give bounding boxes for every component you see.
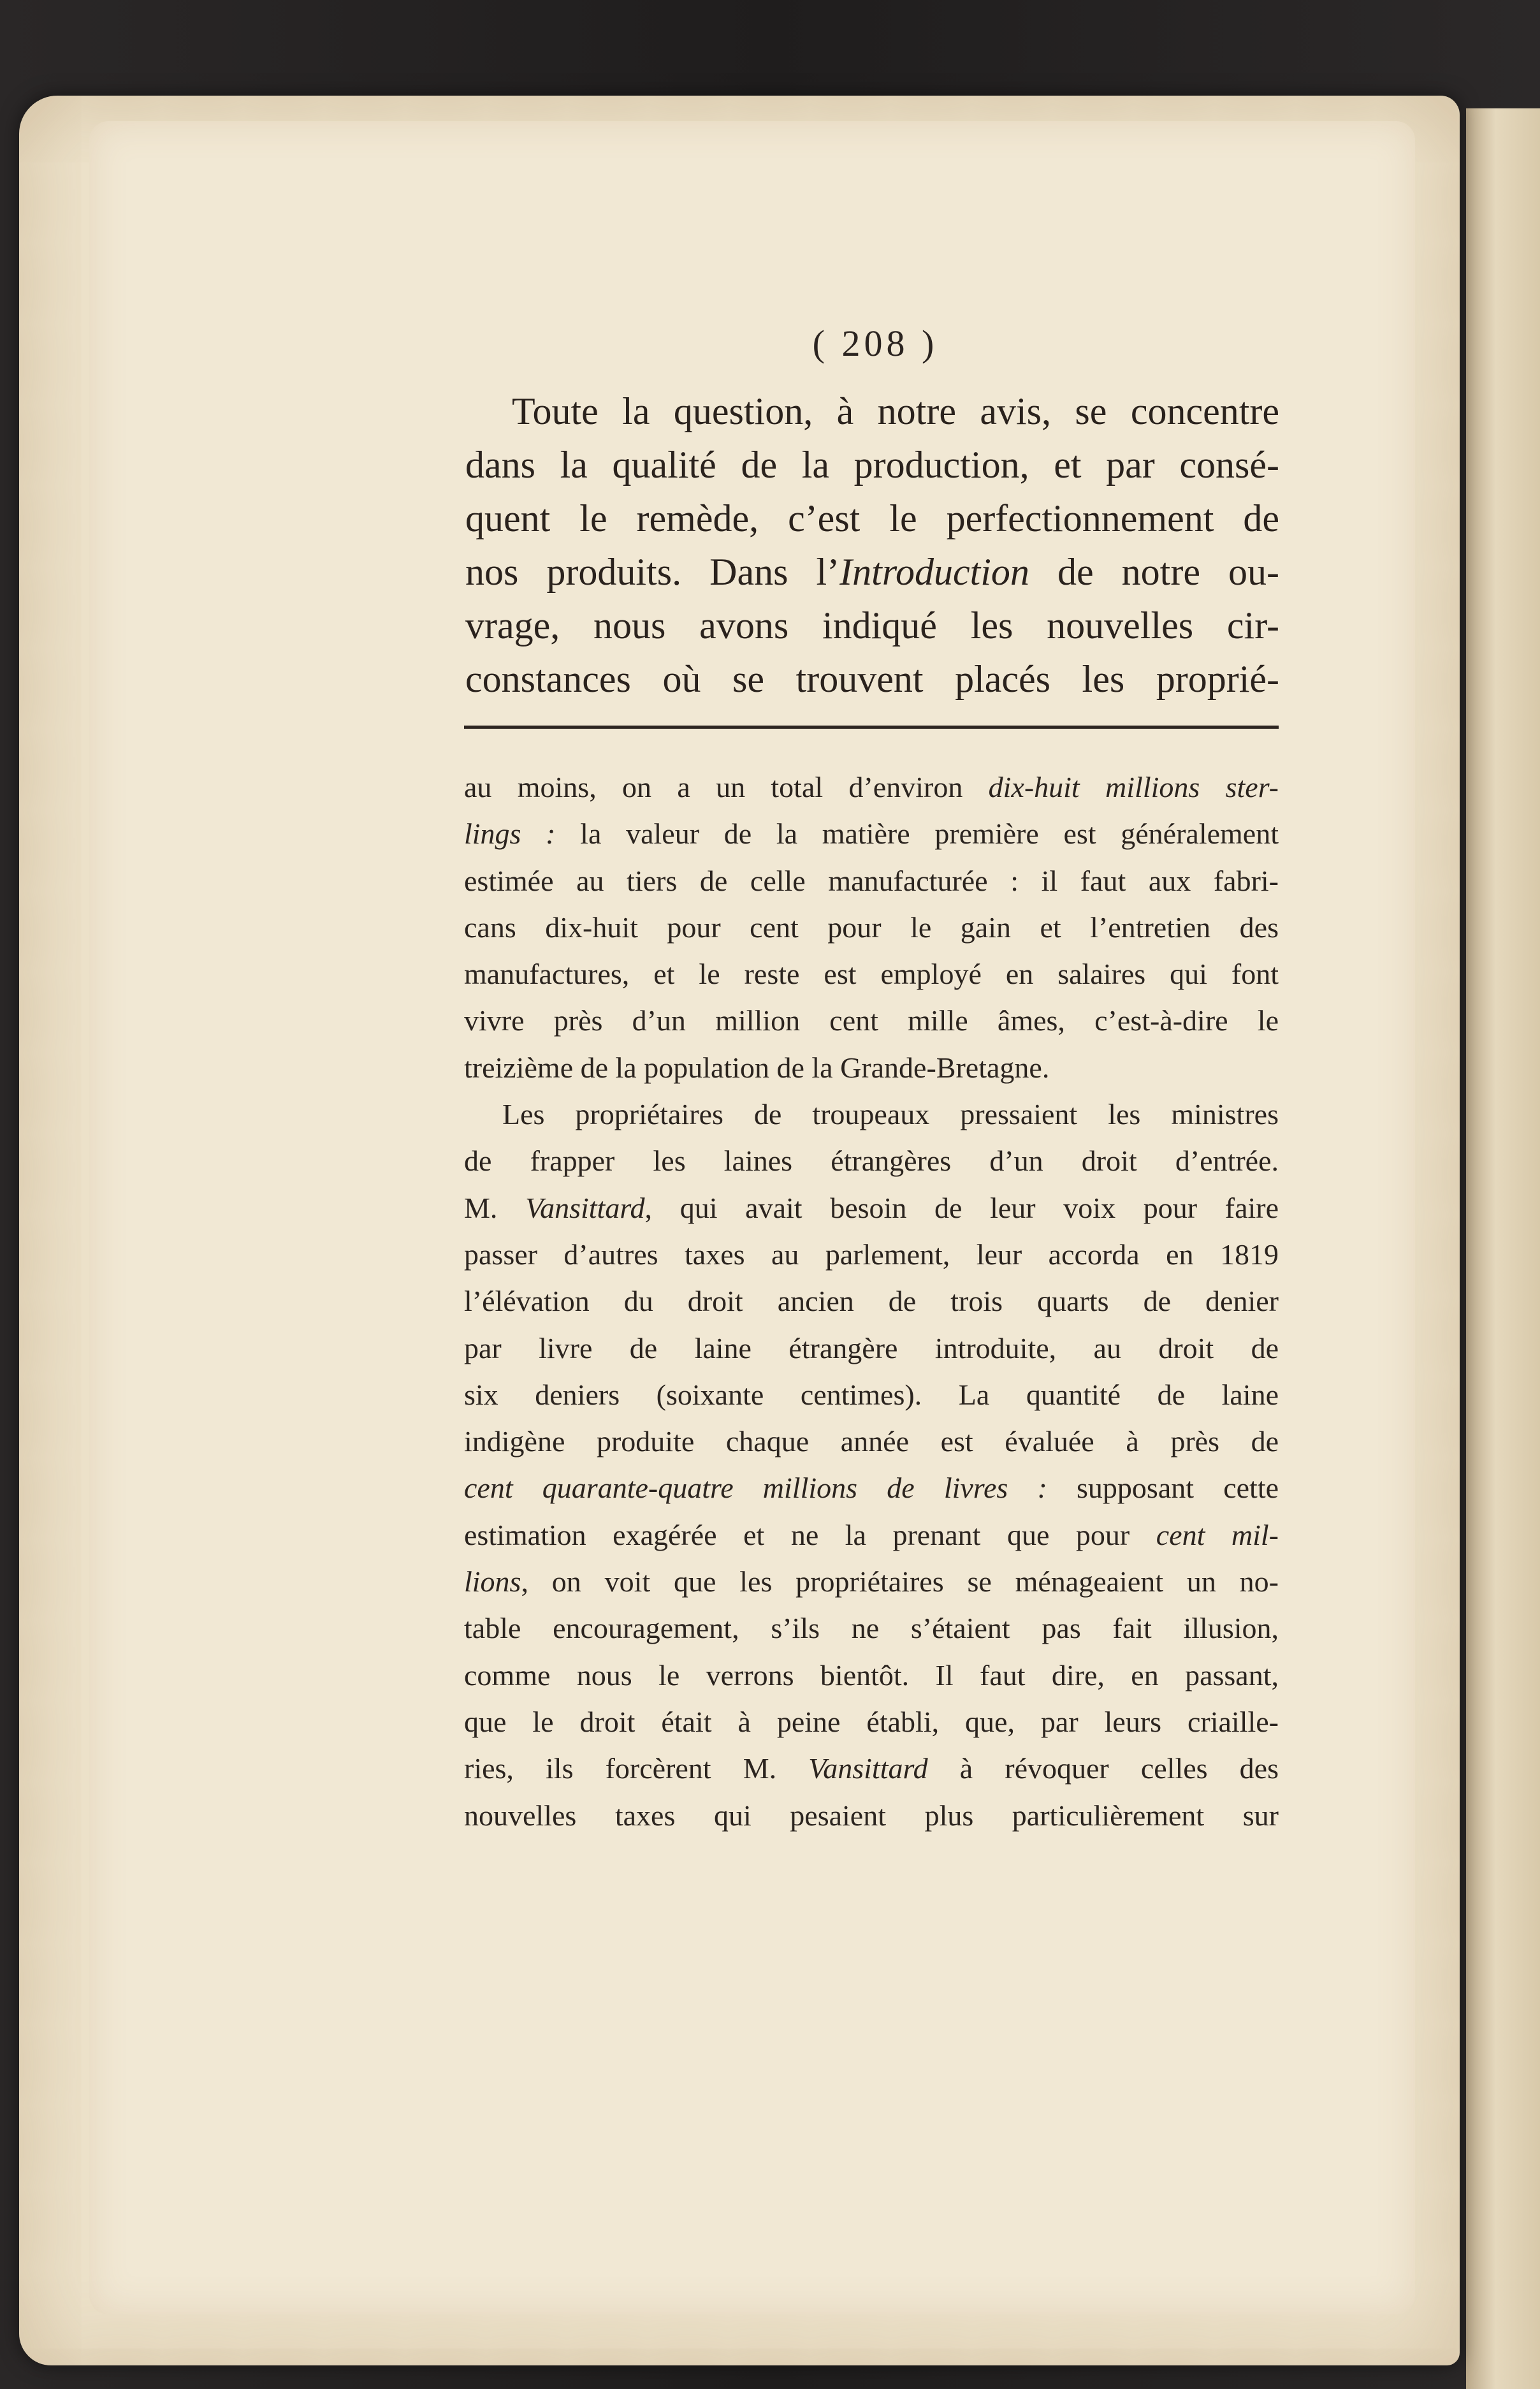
text-run: , qui avait besoin de leur voix pour faire [644, 1191, 1279, 1224]
text-run: vrage, nous avons indiqué les nouvelles cir- [465, 604, 1279, 647]
footnote-line [464, 1652, 1279, 1699]
footnote-line [464, 1325, 1279, 1371]
footnote-line [464, 1465, 1279, 1511]
footnote-line [464, 951, 1279, 997]
text-run: , on voit que les propriétaires se ménageaient un no- [521, 1565, 1279, 1598]
footnote-text-block [464, 764, 1279, 1839]
footnote-line [464, 858, 1279, 904]
italic-text: lions [464, 1565, 521, 1598]
footnote-line [464, 1044, 1279, 1091]
facing-page-edge [1466, 108, 1540, 2389]
text-run: nouvelles taxes qui pesaient plus particulièrement sur [464, 1799, 1279, 1832]
text-run: indigène produite chaque année est évaluée à près de [464, 1425, 1279, 1458]
text-run: à révoquer celles des [927, 1752, 1279, 1785]
text-run: comme nous le verrons bientôt. Il faut dire, en passant, [464, 1658, 1279, 1691]
text-run: par livre de laine étrangère introduite, au droit de [464, 1331, 1279, 1364]
text-run: nos produits. Dans l’ [465, 551, 840, 593]
footnote-line [464, 1231, 1279, 1278]
footnote-line [464, 810, 1279, 857]
text-run: treizième de la population de la Grande-Bretagne. [464, 1051, 1050, 1084]
text-run: M. [464, 1191, 526, 1224]
italic-text: Vansittard [525, 1191, 645, 1224]
main-text-line [465, 599, 1279, 652]
footnote-line [464, 1512, 1279, 1558]
italic-text: lings : [464, 817, 556, 851]
italic-text: dix-huit millions ster- [988, 771, 1279, 803]
text-run: Les propriétaires de troupeaux pressaient les ministres [502, 1098, 1279, 1131]
text-run: six deniers (soixante centimes). La quantité de laine [464, 1378, 1279, 1411]
footnote-line [464, 1558, 1279, 1605]
text-run: estimation exagérée et ne la prenant que pour [464, 1518, 1156, 1551]
text-run: vivre près d’un million cent mille âmes, c’est-à-dire le [464, 1004, 1279, 1037]
footnote-line [464, 1185, 1279, 1231]
italic-text: Vansittard [808, 1752, 928, 1785]
footnote-line [464, 1137, 1279, 1184]
main-text-line [465, 545, 1279, 599]
text-run: dans la qualité de la production, et par consé- [465, 444, 1279, 486]
text-run: table encouragement, s’ils ne s’étaient pas fait illusion, [464, 1612, 1279, 1645]
main-text-block [465, 384, 1279, 706]
text-run: ries, ils forcèrent M. [464, 1752, 809, 1785]
text-run: supposant cette [1047, 1472, 1279, 1505]
footnote-line [464, 997, 1279, 1044]
text-run: que le droit était à peine établi, que, par leurs criaille- [464, 1705, 1279, 1738]
footnote-line [464, 1091, 1279, 1137]
text-run: passer d’autres taxes au parlement, leur accorda en 1819 [464, 1238, 1279, 1271]
text-run: Toute la question, à notre avis, se concentre [512, 390, 1279, 432]
text-run: l’élévation du droit ancien de trois quarts de denier [464, 1285, 1279, 1318]
footnote-line [464, 1418, 1279, 1465]
text-run: cans dix-huit pour cent pour le gain et l’entretien des [464, 910, 1279, 944]
main-text-line [465, 384, 1279, 438]
main-text-line [465, 438, 1279, 492]
text-run: au moins, on a un total d’environ [464, 771, 989, 803]
page-number: ( 208 ) [812, 323, 938, 364]
text-run: de notre ou- [1029, 551, 1279, 593]
footnote-line [464, 764, 1279, 810]
text-run: quent le remède, c’est le perfectionnement de [465, 497, 1279, 539]
text-run: manufactures, et le reste est employé en salaires qui font [464, 958, 1279, 991]
footnote-line [464, 1699, 1279, 1745]
italic-text: Introduction [839, 551, 1029, 593]
footnote-line [464, 1745, 1279, 1792]
italic-text: cent quarante-quatre millions de livres : [464, 1472, 1047, 1505]
footnote-line [464, 904, 1279, 951]
footnote-line [464, 1278, 1279, 1324]
footnote-line [464, 1792, 1279, 1839]
footnote-line [464, 1605, 1279, 1651]
footnote-line [464, 1371, 1279, 1418]
text-run: constances où se trouvent placés les proprié- [465, 658, 1279, 700]
text-run: la valeur de la matière première est généralement [555, 817, 1279, 851]
text-run: estimée au tiers de celle manufacturée : il faut aux fabri- [464, 864, 1279, 897]
main-text-line [465, 652, 1279, 706]
italic-text: cent mil- [1156, 1518, 1279, 1551]
footnote-rule [464, 726, 1279, 729]
main-text-line [465, 492, 1279, 545]
text-run: de frapper les laines étrangères d’un droit d’entrée. [464, 1144, 1279, 1178]
